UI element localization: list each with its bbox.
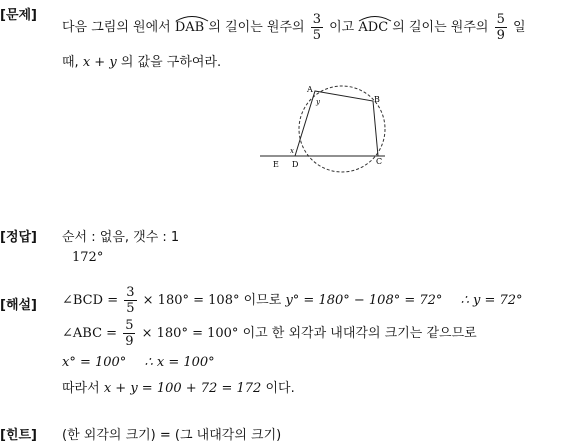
solution-line-3: x° = 100° ∴ x = 100° [62,355,215,370]
label-d: D [292,160,299,169]
hint-text: (한 외각의 크기) = (그 내대각의 크기) [62,428,282,443]
solution-fraction-3-5: $\frac{3}{5}$ [126,285,135,316]
solution-tag: [해설] [0,298,37,313]
circle [299,86,385,172]
label-e: E [273,160,279,169]
solution-line-4: 따라서 x + y = 100 + 72 = 172 이다. [62,381,295,396]
answer-tag: [정답] [0,230,37,245]
label-c: C [376,157,383,166]
answer-value: 172° [72,250,104,265]
arc-adc: ADC [358,16,388,35]
label-b: B [374,95,380,104]
label-a: A [307,85,313,94]
solution-fraction-5-9: $\frac{5}{9}$ [125,318,134,349]
solution-line-1: ∠BCD = $\frac{3}{5}$ × 180° = 108° 이므로 y° = 180° − 108° = 72° ∴ y = 72° [62,285,523,316]
label-y: y [316,98,320,106]
fraction-3-5: $\frac{3}{5}$ [312,12,321,43]
label-x: x [290,147,294,155]
arc-dab: DAB [175,16,204,35]
circle-figure [255,82,395,196]
solution-line-2: ∠ABC = $\frac{5}{9}$ × 180° = 100° 이고 한 외각과 내대각의 크기는 같으므로 [62,318,477,349]
fraction-5-9: $\frac{5}{9}$ [496,12,505,43]
answer-meta: 순서 : 없음, 갯수 : 1 [62,230,180,245]
problem-tag: [문제] [0,8,37,23]
problem-line-2: 때, x + y 의 값을 구하여라. [62,55,222,70]
quadrilateral-abcd [295,91,378,156]
problem-line-1: 다음 그림의 원에서 DAB 의 길이는 원주의 $\frac{3}{5}$ 이고 ADC 의 길이는 원주의 $\frac{5}{9}$ 일 [62,12,526,43]
hint-tag: [힌트] [0,428,37,443]
